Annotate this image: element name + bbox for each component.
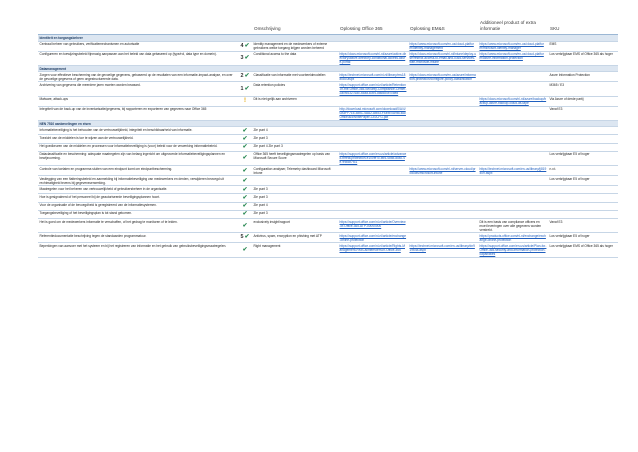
check-cell: [238, 194, 252, 202]
table-row: [38, 165, 618, 175]
sku-cell: [548, 143, 618, 151]
header-office365: Oplossing Office 365: [338, 20, 408, 35]
description-cell: Identity management en de medewerkers of externe gebruikers welke toegang krijgen worden beheerd: [252, 41, 338, 51]
office365-cell: [338, 135, 408, 143]
requirement-cell: Datamanagement: [38, 66, 238, 72]
requirement-cell: Identiteit en toegangsbeheer: [38, 35, 238, 41]
check-cell: [238, 202, 252, 210]
header-additional: Additioneel product of extra informatie: [478, 20, 548, 35]
requirement-cell: Informatiebeveiliging is het behouden van de vertrouwelijkheid, integriteit en beschikbaarheid van informatie.: [38, 127, 238, 135]
ems-cell: [408, 143, 478, 151]
additional-cell: [478, 135, 548, 143]
checkmark-icon: ✔: [244, 85, 250, 92]
sku-cell: EMS: [548, 41, 618, 51]
description-cell: Zie punt 4: [252, 202, 338, 210]
ems-cell: [408, 176, 478, 186]
requirement-cell: NEN 7510 aanbevelingen en eisen: [38, 120, 238, 126]
additional-cell: [478, 194, 548, 202]
requirement-cell: Dataclassificatie en bescherming: adequate maatregelen zijn van belang ingericht om uitgevoerde informatiebeveiligingsplannen en bewijsvorming.: [38, 151, 238, 165]
office365-cell: [338, 186, 408, 194]
table-row: [38, 176, 618, 186]
description-cell: Zie punt 3: [252, 210, 338, 218]
ems-cell: [408, 96, 478, 106]
sku-cell: [548, 135, 618, 143]
additional-cell: [478, 106, 548, 120]
sku-cell: [548, 202, 618, 210]
checkmark-icon: ✔: [242, 155, 248, 162]
check-cell: [238, 243, 252, 257]
sku-cell: [548, 194, 618, 202]
description-cell: exclusively insight/rapport: [252, 219, 338, 233]
checkmark-icon: ✔: [242, 195, 248, 202]
check-cell: [238, 135, 252, 143]
check-cell: [238, 165, 252, 175]
additional-cell: [478, 151, 548, 165]
header-requirement: [38, 20, 238, 35]
additional-cell: Dit is een basis van compliance officers en moet leveringen over alle gegevens worden verstrekt.: [478, 219, 548, 233]
ems-cell: [408, 210, 478, 218]
check-cell: [238, 127, 252, 135]
check-cell: [238, 82, 252, 96]
table-row: [38, 202, 618, 210]
description-cell: [252, 176, 338, 186]
table-row: [38, 51, 618, 65]
requirement-cell: Het goedkeuren van de middelen en processen voor informatiebeveiliging is (voor) beleid voor de verwerking informatiebeleid.: [38, 143, 238, 151]
check-cell: [238, 210, 252, 218]
ems-cell: [408, 135, 478, 143]
requirement-cell: Referentiedocumentatie beschrijving tegen de standaarden programmatuur.: [38, 233, 238, 243]
sku-cell: [548, 210, 618, 218]
office365-cell[interactable]: https://support.office.com/en-us/article/advanced-threat-protection-e100fe7c-f8f4-4d5d-8c8c-4e7e8f3b7f31: [339, 152, 407, 165]
table-row: [38, 243, 618, 257]
table-row: [38, 194, 618, 202]
reference-number: 1: [240, 85, 244, 92]
additional-cell[interactable]: https://technet.microsoft.com/en-us/library/jj819409.aspx: [479, 166, 547, 175]
requirement-cell: Zorgen voor effectieve bescherming van de gevoelige gegevens, gebaseerd op de resultaten van een informatie-impact-analyse, en over de gevoelige gegevens of geen ongestructureerde data.: [38, 72, 238, 82]
sku-cell: [548, 127, 618, 135]
table-body: [38, 35, 618, 257]
additional-cell: [478, 210, 548, 218]
sku-cell: Los verkrijgbaar E5 of hoger: [548, 233, 618, 243]
warning-icon: !: [244, 98, 246, 105]
requirement-cell: Archivering van gegevens die meerdere jaren moeten worden bewaard.: [38, 82, 238, 96]
checkmark-icon: ✔: [242, 167, 248, 174]
check-cell: [238, 176, 252, 186]
ems-cell[interactable]: https://technet.microsoft.com/en-us/library/dn919648.aspx: [408, 243, 478, 257]
office365-cell[interactable]: https://support.office.com/nl-nl/article/Overview-of-Office-365-ATP-00000000: [338, 219, 408, 233]
office365-cell: [338, 210, 408, 218]
requirement-cell: Het is goed om de medewerkers informatie te verschaffen, of het gedrag te monitoren of te leiden.: [38, 219, 238, 233]
sku-cell: Vanaf E3: [548, 219, 618, 233]
check-cell: [238, 143, 252, 151]
ems-cell: [408, 219, 478, 233]
additional-cell: [478, 82, 548, 96]
header-omschrijving: Omschrijving: [252, 20, 338, 35]
requirement-cell: Toegangsbeveiliging of het beveiligingsplan is tot stand gekomen.: [38, 210, 238, 218]
office365-cell[interactable]: https://docs.microsoft.com/nl-nl/azure/active-directory/active-directory-conditional-access-azure-portal: [339, 52, 407, 65]
check-cell: [238, 51, 252, 65]
description-cell: Data retention policies: [252, 82, 338, 96]
sku-cell: Vanaf E3: [548, 106, 618, 120]
additional-cell: [478, 186, 548, 194]
additional-cell[interactable]: https://www.microsoft.com/en-us/cloud-platform/azure-information-protection: [478, 51, 548, 65]
description-cell: Zie punt 3: [252, 194, 338, 202]
sku-cell: n.v.t.: [548, 165, 618, 175]
checkmark-icon: ✔: [244, 234, 250, 241]
checkmark-icon: ✔: [242, 135, 248, 142]
additional-cell[interactable]: https://products.office.com/nl-nl/exchange/exchange-online-protection: [478, 233, 548, 243]
check-cell: [238, 72, 252, 82]
requirement-cell: Vastlegging van een fiatteringsbeleid en aanmelding bij informatiebeveiliging van medewerkers en derden, verwijderen bevoegd uit rechtmatigheid tevens bij gegevensverwerking.: [38, 176, 238, 186]
checkmark-icon: ✔: [242, 186, 248, 193]
table-header-row: [38, 20, 618, 35]
ems-cell[interactable]: https://docs.microsoft.com/en-us/azure/information-protection/configure-policy-classification: [408, 72, 478, 82]
requirement-cell: Voor de organisatie of de bevoegdheid is geregistreerd van de informatiesystemen.: [38, 202, 238, 210]
table-row: [38, 72, 618, 82]
office365-cell: [338, 202, 408, 210]
ems-cell: [408, 186, 478, 194]
office365-cell[interactable]: https://support.office.com/nl-nl/article/Rights-Management-RMS-achternoem-in-Office-365: [338, 243, 408, 257]
ems-cell: [408, 151, 478, 165]
description-cell: Configuration analyser, Telemetry dashboard Microsoft Intune: [252, 165, 338, 175]
table-row: [38, 135, 618, 143]
office365-cell: [338, 96, 408, 106]
description-cell: Conditional access to the data: [252, 51, 338, 65]
sku-cell: Via Azure of derde partij: [548, 96, 618, 106]
table-row: [38, 210, 618, 218]
description-cell: [252, 106, 338, 120]
office365-cell[interactable]: https://support.office.com/nl-nl/article/Retention-in-the-Office-365-Security-Compliance-Center-2a0fc432-f18c-45aa-a394-8a6584b7c8ed: [339, 83, 407, 95]
check-cell: [238, 233, 252, 243]
sku-cell: [548, 186, 618, 194]
office365-cell: [338, 41, 408, 51]
header-ems: Oplossing EM&S: [408, 20, 478, 35]
sku-cell: Los verkrijgbaar E5 of hoger: [548, 176, 618, 186]
checkmark-icon: ✔: [242, 177, 248, 184]
requirement-cell: Integriteit van de back-up van de inventarisatie/gegevens, bij rapporteren en exporteren van gegevens naar Office 365: [38, 106, 238, 120]
checkmark-icon: ✔: [242, 211, 248, 218]
description-cell: Zie punt 4: [252, 127, 338, 135]
additional-cell[interactable]: https://support.office.com/en-us/article/Plan-for-Office-365-security-and-information-protection-capabilities: [479, 244, 547, 256]
ems-cell: [408, 82, 478, 96]
checkmark-icon: ✔: [244, 42, 250, 49]
office365-cell[interactable]: https://support.office.com/nl-nl/article/exchange-online-protection: [339, 233, 407, 242]
requirement-cell: Maatregelen voor het beheren van vertrouwelijkheid of gebruikersbeheer in de organisatie.: [38, 186, 238, 194]
check-cell: [238, 186, 252, 194]
table-row: [38, 219, 618, 233]
office365-cell: [338, 176, 408, 186]
requirement-cell: Beperkingen van aanvoer met het systeem en bij het registreren van informatie en het gebruik van gebruiksbeveiligingsmaatregelen.: [38, 243, 238, 257]
table-row: [38, 186, 618, 194]
check-cell: [238, 41, 252, 51]
office365-cell: [338, 194, 408, 202]
office365-cell: [338, 165, 408, 175]
requirement-cell: Toezicht van de middelen is toe te wijzen aan de vertrouwelijkheid.: [38, 135, 238, 143]
additional-cell: [478, 127, 548, 135]
checkmark-icon: ✔: [242, 247, 248, 253]
checkmark-icon: ✔: [242, 127, 248, 134]
checkmark-icon: ✔: [244, 73, 250, 80]
sku-cell: Los verkrijgbaar EMS of Office 365 als hoger: [548, 51, 618, 65]
check-cell: [238, 151, 252, 165]
requirement-cell: Hoe is gesignaleerd of het personeel bij de geautoriseerde beveiligingsplannen hoort.: [38, 194, 238, 202]
check-cell: [238, 106, 252, 120]
reference-number: 5: [240, 234, 244, 241]
additional-cell: [478, 143, 548, 151]
description-cell: Classificatie van informatie met voorbeeldmodellen: [252, 72, 338, 82]
check-cell: [238, 219, 252, 233]
additional-cell: [478, 72, 548, 82]
sku-cell: Azure Information Protection: [548, 72, 618, 82]
sku-cell: Los verkrijgbaar EMS of Office 365 als hoger: [548, 243, 618, 257]
table-row: [38, 233, 618, 243]
ems-cell[interactable]: https://www.microsoft.com/en-us/cloud-platform/identity-management: [408, 41, 478, 51]
table-row: [38, 41, 618, 51]
ems-cell: [408, 202, 478, 210]
additional-cell[interactable]: https://docs.microsoft.com/nl-nl/azure/backup/backup-azure-backup-cloud-as-tape: [479, 97, 547, 106]
checkmark-icon: ✔: [242, 203, 248, 210]
description-cell: Antivirus, spam, encryption en phishing met ATP: [252, 233, 338, 243]
description-cell: Office 365 heeft beveiligingsmaatregelen op basis van Microsoft Secure Score: [252, 151, 338, 165]
office365-cell: [338, 143, 408, 151]
office365-cell[interactable]: https://technet.microsoft.com/nl-nl/library/ms188080.aspx: [338, 72, 408, 82]
check-cell: [238, 96, 252, 106]
table-row: [38, 143, 618, 151]
sku-cell: Los verkrijgbaar E5 of hoger: [548, 151, 618, 165]
description-cell: Dit is niet gelijk aan archiveren: [252, 96, 338, 106]
description-cell: Zie punt 3: [252, 135, 338, 143]
table-row: [38, 127, 618, 135]
office365-cell[interactable]: http://download.microsoft.com/download/0/A/4/0A4FF715-385C-4AA2-AB53-F449E0A9B1BA/Office365WhitePaper-CEA-FG.pdf: [338, 106, 408, 120]
reference-number: 2: [240, 73, 244, 80]
additional-cell[interactable]: https://www.microsoft.com/en-us/cloud-platform/microsoft-identity-manager: [478, 41, 548, 51]
description-cell: Zie punt 3: [252, 186, 338, 194]
additional-cell: [478, 202, 548, 210]
checkmark-icon: ✔: [242, 144, 248, 151]
table-row: [38, 106, 618, 120]
office365-cell: [338, 127, 408, 135]
table-row: [38, 82, 618, 96]
requirement-cell: Configureren en toewijzingsbeleid fijnmazig aanpassen aan het beleid van data gebaseerd op (type/rol, data type en domein).: [38, 51, 238, 65]
checkmark-icon: ✔: [242, 222, 248, 229]
checkmark-icon: ✔: [244, 55, 250, 62]
ems-cell: [408, 127, 478, 135]
ems-cell: [408, 194, 478, 202]
description-cell: Zie punt 4 Zie punt 3: [252, 143, 338, 151]
reference-number: 4: [240, 42, 244, 49]
ems-cell[interactable]: https://www.microsoft.com/nl-nl/server-cloud/products/microsoft-intune: [408, 165, 478, 175]
ems-cell[interactable]: https://docs.microsoft.com/nl-nl/intune/deploy-use/restrict-access-to-email-and-o365-services-with-microsoft-intune: [409, 52, 477, 65]
sku-cell: M365 / E3: [548, 82, 618, 96]
table-row: [38, 151, 618, 165]
ems-cell: [408, 233, 478, 243]
description-cell: Right management: [252, 243, 338, 257]
requirement-cell: Malware, attack-ups: [38, 96, 238, 106]
ems-cell: [408, 106, 478, 120]
table-row: [38, 96, 618, 106]
requirements-table: [38, 20, 618, 258]
additional-cell: [478, 176, 548, 186]
header-sku: SKU: [548, 20, 618, 35]
header-check: [238, 20, 252, 35]
requirement-cell: Centraal beheer van gebruikers, verificatiemechanismen en autorisatie: [38, 41, 238, 51]
requirement-cell: Controle van toelaten en programma sluiten van een eindpunt komt om eindpuntbescherming.: [38, 165, 238, 175]
reference-number: 3: [240, 55, 244, 62]
